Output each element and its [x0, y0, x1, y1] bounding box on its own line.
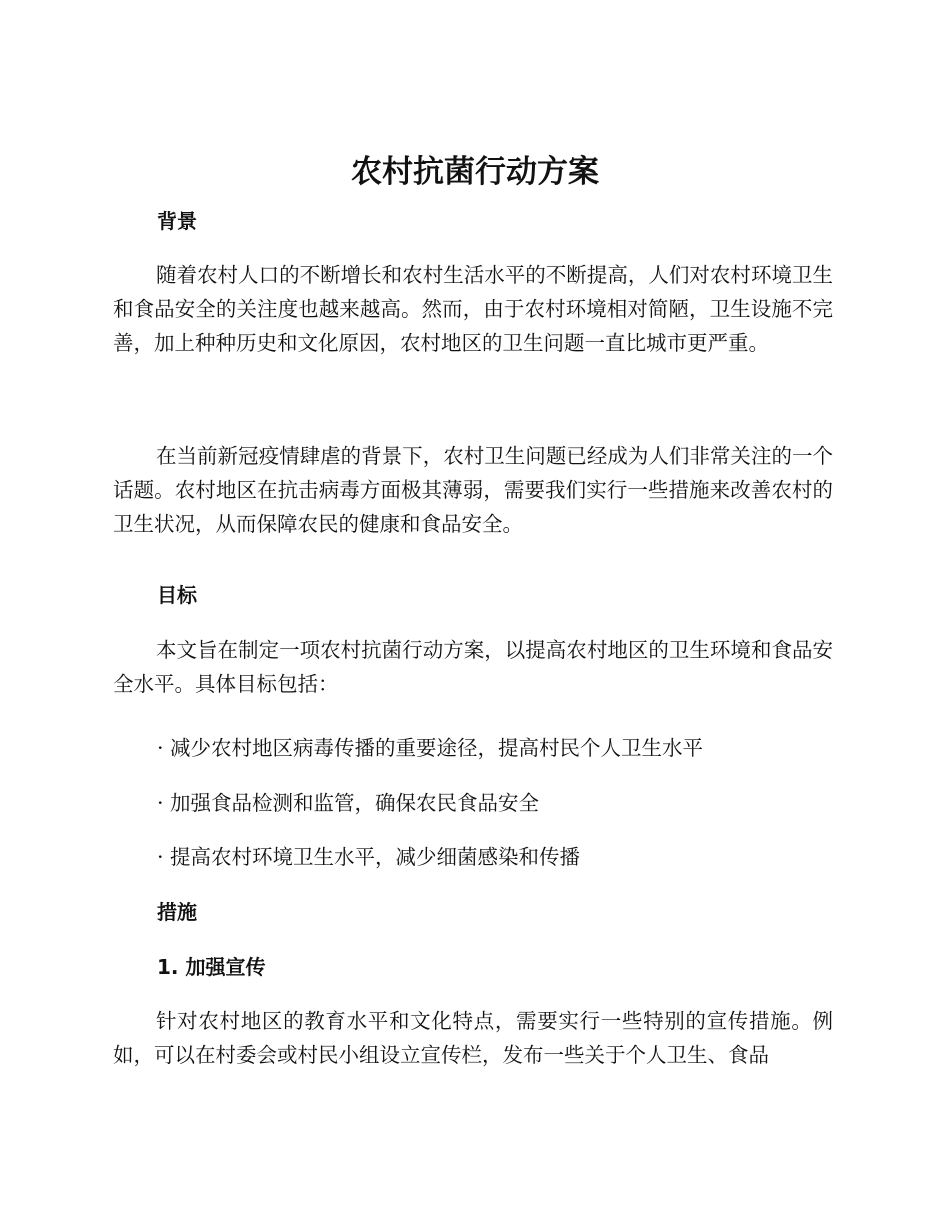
section-heading-background: 背景: [157, 209, 197, 233]
goal-bullet-2: · 加强食品检测和监管，确保农民食品安全: [157, 791, 540, 815]
section-heading-goals: 目标: [157, 583, 197, 607]
publicity-paragraph: 针对农村地区的教育水平和文化特点，需要实行一些特别的宣传措施。例如，可以在村委会或村民小组设立宣传栏，发布一些关于个人卫生、食品: [113, 1009, 833, 1067]
background-paragraph-1: 随着农村人口的不断增长和农村生活水平的不断提高，人们对农村环境卫生和食品安全的关注度也越来越高。然而，由于农村环境相对简陋，卫生设施不完善，加上种种历史和文化原因，农村地区的卫生问题一直比城市更严重。: [113, 263, 833, 355]
goal-bullet-1: · 减少农村地区病毒传播的重要途径，提高村民个人卫生水平: [157, 736, 704, 760]
section-heading-measures: 措施: [157, 900, 197, 924]
goal-bullet-3: · 提高农村环境卫生水平，减少细菌感染和传播: [157, 845, 581, 869]
subsection-heading-publicity: 1. 加强宣传: [157, 955, 266, 979]
document-title: 农村抗菌行动方案: [351, 154, 599, 190]
goals-intro-paragraph: 本文旨在制定一项农村抗菌行动方案，以提高农村地区的卫生环境和食品安全水平。具体目标包括：: [113, 638, 833, 696]
background-paragraph-2: 在当前新冠疫情肆虐的背景下，农村卫生问题已经成为人们非常关注的一个话题。农村地区在抗击病毒方面极其薄弱，需要我们实行一些措施来改善农村的卫生状况，从而保障农民的健康和食品安全。: [113, 444, 833, 536]
